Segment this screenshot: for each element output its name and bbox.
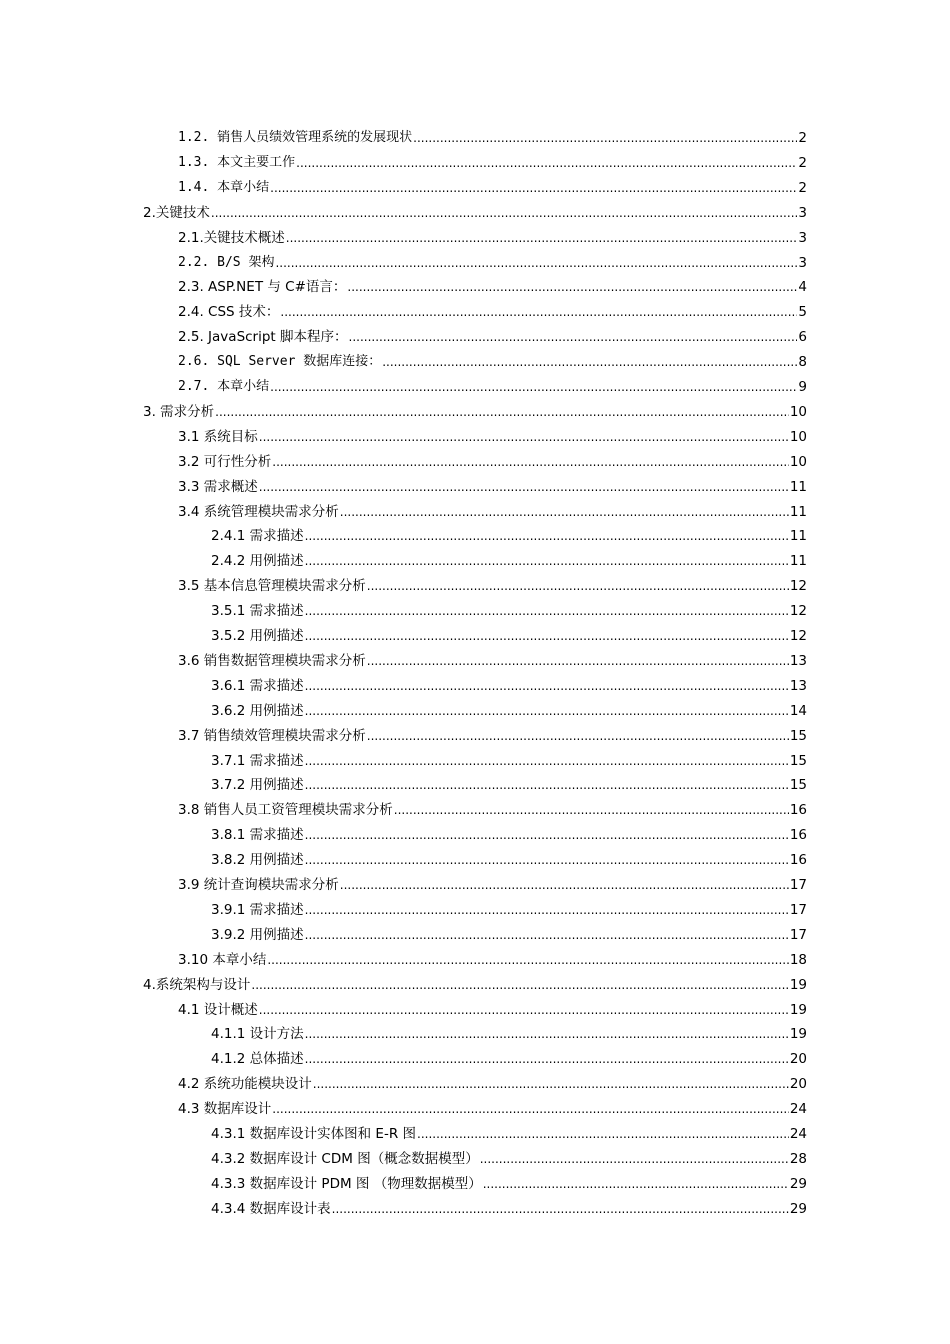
toc-entry[interactable] (178, 872, 807, 894)
toc-entry[interactable] (211, 673, 807, 695)
toc-entry-label: 3.6.1 需求描述 (211, 677, 304, 694)
toc-page-number: 10 (789, 403, 807, 420)
toc-entry[interactable] (178, 349, 807, 371)
toc-entry[interactable] (143, 972, 807, 994)
toc-entry[interactable] (178, 175, 807, 197)
toc-entry[interactable] (178, 125, 807, 147)
toc-dot-leader (259, 478, 789, 496)
toc-dot-leader (270, 378, 797, 396)
toc-page-number: 3 (798, 204, 807, 221)
toc-dot-leader (340, 503, 789, 521)
toc-entry-label: 3. 需求分析 (143, 403, 215, 420)
toc-dot-leader (215, 403, 789, 421)
toc-entry-label: 3.5.1 需求描述 (211, 603, 304, 620)
toc-page-number: 12 (789, 603, 807, 620)
toc-page-number: 15 (789, 777, 807, 794)
toc-entry-label: 3.1 系统目标 (178, 428, 258, 445)
toc-dot-leader (382, 353, 797, 371)
toc-page-number: 3 (798, 229, 807, 246)
toc-page-number: 11 (789, 503, 807, 520)
toc-entry-label: 3.7.1 需求描述 (211, 752, 304, 769)
toc-entry[interactable] (178, 797, 807, 819)
toc-entry-label: 3.5 基本信息管理模块需求分析 (178, 578, 366, 595)
toc-dot-leader (413, 129, 797, 147)
toc-entry-label: 4.3.1 数据库设计实体图和 E-R 图 (211, 1126, 417, 1142)
toc-entry[interactable] (211, 822, 807, 844)
toc-dot-leader (340, 876, 789, 894)
toc-dot-leader (305, 677, 789, 695)
toc-entry-label: 4.1.1 设计方法 (211, 1026, 304, 1043)
toc-dot-leader (367, 727, 789, 745)
toc-dot-leader (305, 627, 789, 645)
toc-entry-label: 3.3 需求概述 (178, 478, 258, 495)
toc-entry-label: 3.4 系统管理模块需求分析 (178, 503, 339, 520)
toc-page-number: 2 (798, 154, 807, 171)
toc-entry-label: 2.2. B/S 架构 (178, 254, 275, 270)
toc-dot-leader (305, 851, 789, 869)
toc-entry-label: 4.2 系统功能模块设计 (178, 1076, 312, 1093)
toc-page-number: 19 (789, 1001, 807, 1018)
toc-entry[interactable] (178, 499, 807, 521)
toc-entry[interactable] (178, 474, 807, 496)
toc-page-number: 15 (789, 727, 807, 744)
toc-entry-label: 3.6 销售数据管理模块需求分析 (178, 652, 366, 669)
toc-entry-label: 1.2. 销售人员绩效管理系统的发展现状 (178, 130, 413, 145)
toc-dot-leader (305, 1025, 789, 1043)
toc-dot-leader (305, 702, 789, 720)
toc-entry-label: 3.2 可行性分析 (178, 453, 272, 470)
toc-entry[interactable] (211, 1196, 807, 1218)
toc-dot-leader (296, 154, 797, 172)
toc-page-number: 18 (789, 951, 807, 968)
toc-dot-leader (480, 1150, 789, 1168)
toc-page-number: 19 (789, 976, 807, 993)
toc-entry[interactable] (178, 424, 807, 446)
toc-dot-leader (347, 278, 797, 296)
toc-page-number: 17 (789, 877, 807, 893)
toc-page-number: 20 (789, 1051, 807, 1068)
toc-page-number: 29 (789, 1200, 807, 1217)
toc-page-number: 11 (789, 478, 807, 495)
toc-page-number: 10 (789, 453, 807, 470)
toc-page-number: 4 (798, 279, 807, 296)
toc-entry[interactable] (211, 847, 807, 869)
toc-page-number: 2 (798, 130, 807, 146)
toc-entry-label: 3.7.2 用例描述 (211, 777, 304, 794)
toc-entry[interactable] (211, 598, 807, 620)
toc-entry[interactable] (211, 523, 807, 545)
toc-entry[interactable] (178, 573, 807, 595)
toc-page-number: 11 (789, 553, 807, 570)
toc-entry-label: 4.1 设计概述 (178, 1001, 258, 1018)
toc-page-number: 8 (798, 354, 807, 371)
toc-page-number: 20 (789, 1076, 807, 1093)
toc-entry-label: 2.7. 本章小结 (178, 379, 270, 394)
toc-dot-leader (483, 1175, 789, 1193)
toc-dot-leader (349, 328, 798, 346)
toc-entry[interactable] (211, 922, 807, 944)
toc-entry-label: 2.5. JavaScript 脚本程序： (178, 329, 348, 346)
toc-entry[interactable] (178, 1096, 807, 1118)
toc-entry[interactable] (211, 623, 807, 645)
toc-dot-leader (394, 801, 789, 819)
toc-entry[interactable] (211, 1046, 807, 1068)
toc-entry-label: 2.6. SQL Server 数据库连接： (178, 354, 382, 370)
toc-dot-leader (305, 901, 789, 919)
toc-entry[interactable] (178, 274, 807, 296)
toc-entry[interactable] (211, 698, 807, 720)
toc-dot-leader (275, 254, 797, 272)
toc-entry[interactable] (178, 150, 807, 172)
toc-entry-label: 3.5.2 用例描述 (211, 628, 304, 644)
toc-entry-label: 4.3 数据库设计 (178, 1101, 272, 1118)
toc-dot-leader (259, 428, 789, 446)
toc-dot-leader (305, 776, 789, 794)
toc-entry[interactable] (178, 648, 807, 670)
toc-dot-leader (259, 1001, 789, 1019)
toc-page-number: 12 (789, 628, 807, 644)
toc-page-number: 13 (789, 677, 807, 694)
toc-entry[interactable] (178, 1071, 807, 1093)
toc-page-number: 17 (789, 926, 807, 943)
toc-entry[interactable] (211, 1121, 807, 1143)
toc-entry[interactable] (178, 225, 807, 247)
toc-entry-label: 3.9 统计查询模块需求分析 (178, 877, 339, 893)
toc-dot-leader (211, 204, 798, 222)
toc-page-number: 15 (789, 752, 807, 769)
toc-entry[interactable] (178, 997, 807, 1019)
toc-dot-leader (272, 1100, 789, 1118)
toc-entry[interactable] (178, 723, 807, 745)
toc-page-number: 5 (798, 304, 807, 321)
toc-page-number: 16 (789, 852, 807, 869)
toc-entry[interactable] (178, 947, 807, 969)
toc-dot-leader (305, 552, 789, 570)
toc-page-number: 17 (789, 901, 807, 918)
toc-entry-label: 4.系统架构与设计 (143, 976, 251, 993)
toc-entry-label: 3.9.1 需求描述 (211, 901, 304, 918)
toc-page-number: 10 (789, 428, 807, 445)
toc-entry-label: 4.3.3 数据库设计 PDM 图 （物理数据模型） (211, 1175, 482, 1192)
toc-entry[interactable] (178, 250, 807, 272)
toc-page-number: 9 (798, 379, 807, 395)
toc-entry-label: 3.8 销售人员工资管理模块需求分析 (178, 802, 393, 819)
toc-dot-leader (313, 1075, 789, 1093)
toc-entry-label: 2.4.1 需求描述 (211, 528, 304, 545)
toc-entry-label: 2.4. CSS 技术： (178, 304, 280, 321)
toc-page-number: 2 (798, 179, 807, 196)
toc-dot-leader (367, 577, 789, 595)
toc-dot-leader (251, 976, 788, 994)
toc-page-number: 13 (789, 652, 807, 669)
toc-dot-leader (332, 1200, 789, 1218)
toc-page-number: 28 (789, 1150, 807, 1167)
toc-entry-label: 3.6.2 用例描述 (211, 702, 304, 719)
toc-dot-leader (286, 229, 798, 247)
toc-entry[interactable] (211, 1171, 807, 1193)
toc-entry[interactable] (178, 374, 807, 396)
toc-entry-label: 1.4. 本章小结 (178, 179, 270, 195)
toc-dot-leader (417, 1125, 789, 1143)
toc-entry[interactable] (211, 748, 807, 770)
toc-entry[interactable] (178, 449, 807, 471)
toc-entry[interactable] (211, 548, 807, 570)
toc-entry[interactable] (143, 399, 807, 421)
toc-dot-leader (267, 951, 788, 969)
toc-entry-label: 3.9.2 用例描述 (211, 926, 304, 943)
toc-dot-leader (305, 602, 789, 620)
toc-entry-label: 3.7 销售绩效管理模块需求分析 (178, 727, 366, 744)
toc-entry-label: 4.1.2 总体描述 (211, 1051, 304, 1068)
toc-page-number: 16 (789, 802, 807, 819)
toc-entry[interactable] (178, 324, 807, 346)
toc-entry[interactable] (211, 897, 807, 919)
toc-entry-label: 2.关键技术 (143, 204, 210, 221)
toc-page-number: 12 (789, 578, 807, 595)
toc-entry-label: 3.8.2 用例描述 (211, 852, 304, 869)
toc-dot-leader (270, 179, 797, 197)
toc-dot-leader (305, 1050, 789, 1068)
toc-entry[interactable] (211, 772, 807, 794)
toc-dot-leader (280, 303, 797, 321)
toc-page-number: 3 (798, 254, 807, 271)
toc-entry-label: 4.3.4 数据库设计表 (211, 1200, 331, 1217)
toc-dot-leader (305, 926, 789, 944)
toc-dot-leader (305, 527, 789, 545)
toc-page-number: 24 (789, 1101, 807, 1118)
toc-dot-leader (305, 752, 789, 770)
toc-page-number: 14 (789, 702, 807, 719)
toc-entry-label: 2.4.2 用例描述 (211, 553, 304, 570)
toc-entry-label: 2.1.关键技术概述 (178, 229, 285, 246)
toc-entry[interactable] (178, 299, 807, 321)
toc-entry[interactable] (211, 1146, 807, 1168)
toc-dot-leader (367, 652, 789, 670)
toc-page-number: 19 (789, 1026, 807, 1043)
toc-page-number: 29 (789, 1175, 807, 1192)
toc-entry-label: 3.8.1 需求描述 (211, 827, 304, 844)
toc-page-number: 24 (789, 1126, 807, 1142)
toc-page-number: 6 (798, 329, 807, 346)
toc-entry-label: 3.10 本章小结 (178, 951, 267, 968)
toc-page-number: 11 (789, 528, 807, 545)
toc-page-number: 16 (789, 827, 807, 844)
toc-entry[interactable] (211, 1021, 807, 1043)
toc-entry-label: 1.3. 本文主要工作 (178, 154, 296, 170)
toc-dot-leader (272, 453, 789, 471)
toc-entry[interactable] (143, 200, 807, 222)
toc-entry-label: 2.3. ASP.NET 与 C#语言： (178, 279, 347, 296)
toc-entry-label: 4.3.2 数据库设计 CDM 图（概念数据模型） (211, 1150, 479, 1167)
toc-dot-leader (305, 826, 789, 844)
